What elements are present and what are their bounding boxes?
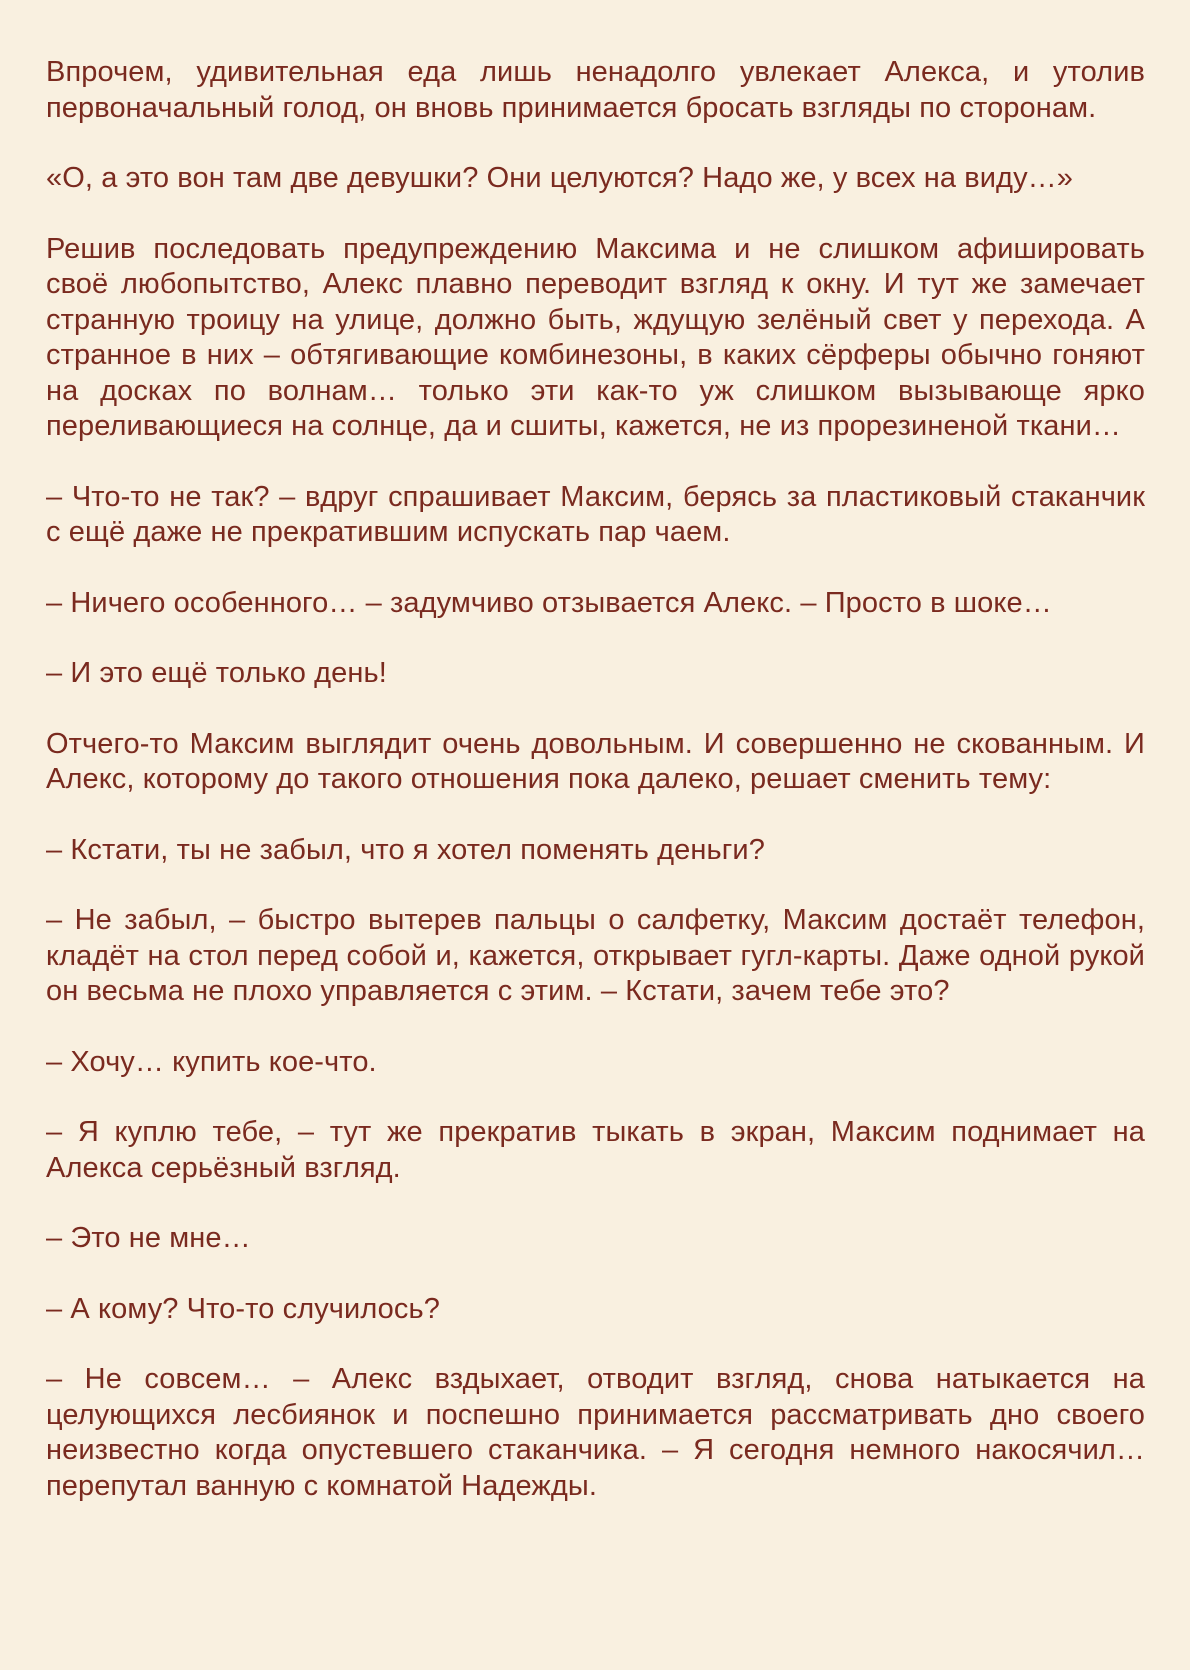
paragraph-9: – Не забыл, – быстро вытерев пальцы о салфетку, Максим достаёт телефон, кладёт на стол перед собой и, кажется, открывает гугл-карты. Даже одной рукой он весьма не плохо управляется с этим. – Кстати, зачем тебе это?: [46, 904, 1145, 1007]
paragraph-12: – Это не мне…: [46, 1222, 251, 1254]
paragraph-7: Отчего-то Максим выглядит очень довольным. И совершенно не скованным. И Алекс, которому до такого отношения пока далеко, решает сменить тему:: [46, 727, 1145, 795]
paragraph-4: – Что-то не так? – вдруг спрашивает Максим, берясь за пластиковый стаканчик с ещё даже не прекратившим испускать пар чаем.: [46, 480, 1145, 548]
paragraph-8: – Кстати, ты не забыл, что я хотел поменять деньги?: [46, 833, 765, 866]
paragraph-10: – Хочу… купить кое-что.: [46, 1045, 377, 1078]
paragraph-14: – Не совсем… – Алекс вздыхает, отводит взгляд, снова натыкается на целующихся лесбиянок и поспешно принимается рассматривать дно своего неизвестно когда опустевшего стаканчика. – Я сегодня немного накосячил… перепутал ванную с комнатой Надежды.: [46, 1363, 1145, 1502]
paragraph-11: – Я куплю тебе, – тут же прекратив тыкать в экран, Максим поднимает на Алекса серьёзный взгляд.: [46, 1116, 1145, 1184]
paragraph-6: – И это ещё только день!: [46, 657, 387, 689]
paragraph-13: – А кому? Что-то случилось?: [46, 1292, 440, 1325]
paragraph-5: – Ничего особенного… – задумчиво отзывается Алекс. – Просто в шоке…: [46, 586, 1052, 619]
paragraph-1: Впрочем, удивительная еда лишь ненадолго увлекает Алекса, и утолив первоначальный голод, он вновь принимается бросать взгляды по сторонам.: [46, 56, 1145, 124]
paragraph-2: «О, а это вон там две девушки? Они целуются? Надо же, у всех на виду…»: [46, 162, 1074, 194]
paragraph-3: Решив последовать предупреждению Максима и не слишком афишировать своё любопытство, Алекс плавно переводит взгляд к окну. И тут же замечает странную троицу на улице, должно быть, ждущую зелёный свет у перехода. А странное в них – обтягивающие комбинезоны, в каких сёрферы обычно гоняют на досках по волнам… только эти как-то уж слишком вызывающе ярко переливающиеся на солнце, да и сшиты, кажется, не из прорезиненой ткани…: [46, 232, 1145, 442]
